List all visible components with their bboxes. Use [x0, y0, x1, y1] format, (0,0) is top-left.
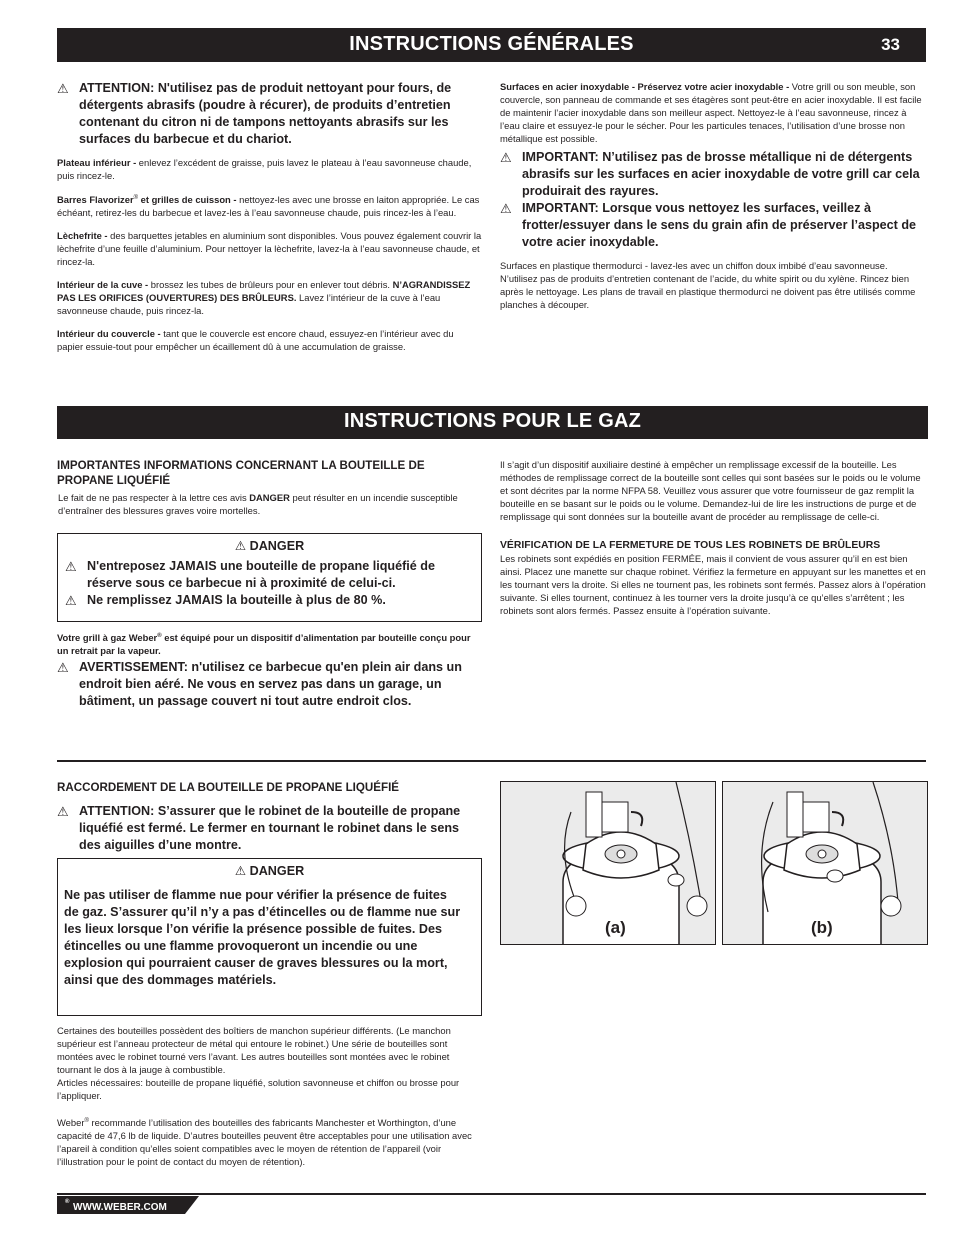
important-grain-warning: ⚠ IMPORTANT: Lorsque vous nettoyez les surfaces, veillez à frotter/essuyer dans le sens du grain afin de préserver l’aspect de votre acier inoxydable. — [500, 201, 917, 249]
sleeve-paragraph: Certaines des bouteilles possèdent des boîtiers de manchon supérieur différents. (Le manchon supérieur est l’anneau protecteur de métal qui entoure le robinet.) Une série de bouteilles sont montées avec le robinet tourné vers l’avant. Les autres bouteilles sont montées avec le robinet tournant le dos à la jauge à combustible. — [57, 1025, 451, 1075]
paragraph-stainless: Surfaces en acier inoxydable - Préservez votre acier inoxydable - Votre grill ou son meuble, son couvercle, son panneau de commande et ses étagères sont peut-être en acier inoxydable. Il est facile de maintenir l’acier inoxydable dans son meilleur aspect. Nettoyez-le à l’eau savonneuse, rincez à l’eau claire et essuyez-le pour le sécher. Pour les particules tenaces, l’utilisation d’une brosse non métallique est possible. — [500, 81, 922, 144]
warning-triangle-icon: ⚠ — [57, 81, 69, 96]
page-number: 33 — [881, 35, 900, 54]
gas-left-column — [57, 458, 482, 517]
footer-url: WWW.WEBER.COM ® — [65, 1199, 167, 1213]
paragraph-barres: Barres Flavorizer® et grilles de cuisson - nettoyez-les avec une brosse en laiton appropriée. Le cas échéant, retirez-les du barbecue et lavez-les à l’eau savonneuse chaude, puis rincez-les à l’eau. — [57, 194, 480, 219]
paragraph-lechefrite: Lèchefrite - des barquettes jetables en aluminium sont disponibles. Vous pouvez également couvrir la lèchefrite d’une feuille d’aluminium. Pour nettoyer la lèchefrite, lavez-la à l’eau savonneuse chaude, et rincez-la. — [57, 230, 482, 268]
gas-section-title: INSTRUCTIONS POUR LE GAZ — [343, 410, 642, 432]
vapor-withdrawal-note: Votre grill à gaz Weber® est équipé pour un dispositif d’alimentation par bouteille conçu pour un retrait par la vapeur. — [57, 632, 471, 657]
section-banner-gas — [57, 406, 928, 439]
paragraph-couvercle: Intérieur du couvercle - tant que le couvercle est encore chaud, essuyez-en l’intérieur avec du papier essuie-tout pour empêcher un écaillement dû à une accumulation de graisse. — [57, 328, 454, 353]
danger-intro: Le fait de ne pas respecter à la lettre ces avis DANGER peut résulter en un incendie susceptible d’entraîner des blessures graves voire mortelles. — [58, 492, 458, 516]
valves-check-heading: VÉRIFICATION DE LA FERMETURE DE TOUS LES ROBINETS DE BRÛLEURS — [500, 540, 881, 551]
paragraph-plastic: Surfaces en plastique thermodurci - lavez-les avec un chiffon doux imbibé d’eau savonneuse. N’utilisez pas de produits d’entretien contenant de l’acide, du white spirit ou du xylène. Rincez bien après le nettoyage. Les plans de travail en plastique thermodurci ne doivent pas être utilisés comme planches à découper. — [500, 260, 916, 310]
figure-label-b: (b) — [811, 918, 833, 937]
warning-triangle-icon: ⚠ — [57, 660, 69, 676]
general-right-column — [500, 80, 926, 311]
important-brush-warning: ⚠ IMPORTANT: N’utilisez pas de brosse métallique ni de détergents abrasifs sur les surfaces en acier inoxydable de votre grill car cela produirait des rayures. — [500, 150, 920, 198]
warning-triangle-icon: ⚠ — [57, 804, 69, 819]
attention-cleaners-warning: ⚠ ATTENTION: N'utilisez pas de produit nettoyant pour fours, de détergents abrasifs (poudre à récurer), de produits d’entretien contenant du citron ni de tampons nettoyants abrasifs sur les surfaces du barbecue et du chariot. — [57, 81, 452, 146]
warning-triangle-icon: ⚠ — [500, 150, 512, 165]
paragraph-cuve: Intérieur de la cuve - brossez les tubes de brûleurs pour en enlever tout débris. N’AGRANDISSEZ PAS LES ORIFICES (OUVERTURES) DES BRÛLEURS. Lavez l’intérieur de la cuve à l’eau savonneuse chaude, puis rincez-la. — [57, 279, 471, 317]
section-banner-general — [57, 28, 926, 62]
footer-url-tab — [57, 1196, 199, 1214]
items-needed-paragraph: Articles nécessaires: bouteille de propane liquéfié, solution savonneuse et chiffon ou brosse pour l’appliquer. — [57, 1077, 460, 1101]
warning-triangle-icon: ⚠ — [65, 593, 77, 608]
connection-notes — [57, 1024, 482, 1168]
danger-title: ⚠ DANGER — [234, 539, 305, 553]
figure-label-a: (a) — [605, 918, 626, 937]
general-left-column — [57, 80, 482, 363]
danger-storage-item: ⚠ N'entreposez JAMAIS une bouteille de propane liquéfié de réserve sous ce barbecue ni à proximité de celui-ci. — [65, 559, 435, 590]
valve-closed-attention: ⚠ ATTENTION: S’assurer que le robinet de la bouteille de propane liquéfié est fermé. Le fermer en tournant le robinet dans le sens des aiguilles d’une montre. — [57, 804, 461, 852]
outdoor-use-warning: ⚠ AVERTISSEMENT: n'utilisez ce barbecue qu'en plein air dans un endroit bien aéré. Ne vous en servez pas dans un garage, un bâtiment, un passage couvert ni tout autre endroit clos. — [57, 660, 462, 709]
cylinder-illustration-b — [722, 781, 928, 945]
danger-title: ⚠ DANGER — [234, 864, 305, 878]
propane-info-heading: IMPORTANTES INFORMATIONS CONCERNANT LA BOUTEILLE DE PROPANE LIQUÉFIÉ — [57, 459, 425, 487]
cylinder-illustration-a — [500, 781, 716, 945]
connection-left-column — [57, 780, 482, 854]
warning-triangle-icon: ⚠ — [234, 539, 247, 553]
warning-triangle-icon: ⚠ — [65, 559, 77, 574]
paragraph-plateau: Plateau inférieur - enlevez l’excédent de graisse, puis lavez le plateau à l’eau savonneuse chaude, puis rincez-le. — [57, 157, 472, 181]
recommended-cylinders-paragraph: Weber® recommande l’utilisation des bouteilles des fabricants Manchester et Worthington, d’une capacité de 47,6 lb de liquide. D’autres bouteilles peuvent être acceptables pour une utilisation avec l’apareil à condition qu’elles soient compatibles avec le moyen de rétention de l’appareil (voir l’illustration pour le point de contact du moyen de rétention). — [57, 1117, 472, 1168]
page-title: INSTRUCTIONS GÉNÉRALES — [349, 33, 634, 55]
gas-right-column — [500, 458, 926, 617]
danger-fill-item: ⚠ Ne remplissez JAMAIS la bouteille à plus de 80 %. — [65, 593, 386, 608]
warning-triangle-icon: ⚠ — [500, 201, 512, 216]
danger-leak-text: Ne pas utiliser de flamme nue pour vérifier la présence de fuites de gaz. S’assurer qu’il n’y a pas d’étincelles ou de flamme nue sur les lieux lorsque l’on vérifie la présence possible de fuites. Des étincelles ou une flamme provoqueront un incendie ou une explosion qui pourraient causer de graves blessures ou la mort, ainsi que des dommages matériels. — [64, 888, 461, 987]
overfill-device-paragraph: Il s’agit d’un dispositif auxiliaire destiné à empêcher un remplissage excessif de la bouteille. Les méthodes de remplissage correct de la bouteille sont celles qui sont basées sur le poids ou le volume et sont décrites par la norme NFPA 58. Veuillez vous assurer que votre fournisseur de gaz remplit la bouteille en se basant sur le poids ou le volume. Demandez-lui de lire les instructions de purge et de remplissage qui sont données sur la bouteille avant de procéder au remplissage de celle-ci. — [500, 459, 921, 522]
warning-triangle-icon: ⚠ — [234, 864, 247, 878]
danger-box-leaks — [57, 858, 482, 1016]
valves-check-paragraph: Les robinets sont expédiés en position FERMÉE, mais il convient de vous assurer qu’il en est bien ainsi. Placez une manette sur chaque robinet. Vérifiez la fermeture en appuyant sur les manettes et en les tournant vers la droite. Si elles ne tournent pas, les robinets sont fermés. Passez alors à l’opération suivante. Si elles tournent, continuez à les tourner vers la droite jusqu’à ce qu’elles s’arrêtent ; les robinets sont alors fermés. Passez ensuite à l’opération suivante. — [500, 553, 926, 616]
danger-box-storage — [57, 533, 482, 622]
footer-rule — [57, 1193, 926, 1195]
gas-left-column-lower — [57, 630, 482, 710]
section-divider — [57, 760, 926, 762]
connection-heading: RACCORDEMENT DE LA BOUTEILLE DE PROPANE LIQUÉFIÉ — [57, 781, 400, 794]
